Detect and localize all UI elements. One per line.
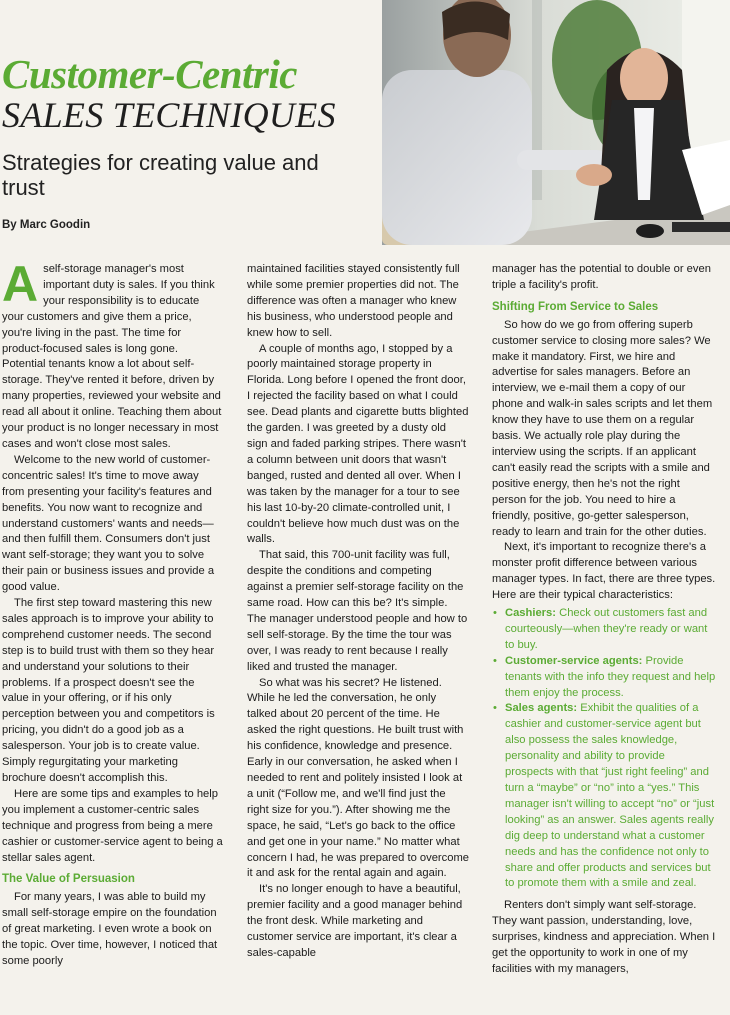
section-heading: The Value of Persuasion	[2, 873, 135, 886]
column-3	[492, 262, 716, 978]
paragraph: So how do we go from offering superb customer service to closing more sales? We make it mandatory. First, we hire and advertise for sales managers. Before an interview, we e-mail them a copy of our phone and walk-in sales scripts and let them know they have to use them on a regular basis. We actually role play during the interview using the scripts. If an applicant can't easily read the scripts with a smile and positive energy, then he's not the right person for the job. You need to hire a friendly, positive, go-getter salesperson, ready to learn and train for the other duties.	[492, 318, 713, 538]
section-heading: Shifting From Service to Sales	[492, 300, 659, 313]
paragraph: For many years, I was able to build my small self-storage empire on the foundation of great marketing. I even wrote a book on the topic. Over time, however, I noticed that some poorly	[2, 891, 218, 967]
list-item: • Sales agents: Exhibit the qualities of a cashier and customer-service agent but also possess the sales knowledge, personality and ability to provide prospects with that “just right feeling” and turn a “maybe” or “no” into a “yes.” This manager isn't willing to accept “no” or “just looking” as an answer. Sales agents really dig deep to understand what a customer needs and has the confidence not only to share and offer products and services but to promote them with a smile and zeal.	[492, 701, 716, 892]
paragraph: Aself-storage manager's most important duty is sales. If you think your responsibility is to educate your customers and give them a price, you're living in the past. The time for product-focused sales is long gone. Potential tenants know a lot about self-storage. They've rented it before, driven by many properties, reviewed your website and read all about it online. Teaching them about your product is no longer necessary in most cases and won't close most sales.	[2, 256, 222, 450]
paragraph: Next, it's important to recognize there's a monster profit difference between various manager types. In fact, there are three types. Here are their typical characteristics:	[492, 541, 716, 602]
column-1	[2, 256, 224, 970]
manager-types-list	[492, 606, 716, 892]
article-title-line1: Customer-Centric	[2, 51, 297, 97]
article-title-line2: SALES TECHNIQUES	[2, 95, 336, 135]
list-item: • Customer-service agents: Provide tenants with the info they request and help them enjoy the process.	[492, 654, 716, 702]
paragraph: manager has the potential to double or even triple a facility's profit.	[492, 263, 711, 291]
paragraph: A couple of months ago, I stopped by a poorly maintained storage property in Florida. Long before I opened the front door, I rejected the facility based on what I could see. Dead plants and cigarette butts blighted the garden. I was greeted by a dusty old sign and faded parking stripes. There wasn't a column between unit doors that wasn't banged, rusted and dented all over. When I was taken by the manager for a tour to see his last 10-by-20 climate-controlled unit, I couldn't believe how much dust was on the walls.	[247, 342, 469, 546]
list-item: • Cashiers: Check out customers fast and courteously—when they're ready or want to buy.	[492, 606, 716, 654]
drop-cap: A	[2, 256, 39, 312]
paragraph: It's no longer enough to have a beautiful, premier facility and a good manager behind the front desk. While marketing and customer service are important, it's clear a sales-capable	[247, 883, 463, 959]
paragraph: Welcome to the new world of customer-concentric sales! It's time to move away from presenting your facility's features and benefits. You now want to recognize and understand customers' wants and needs—and then fulfill them. Consumers don't just want self-storage; they want you to solve their pain or business issues and provide a good value.	[2, 453, 215, 594]
paragraph: Renters don't simply want self-storage. They want passion, understanding, love, surprises, kindness and appreciation. When I get the opportunity to work in one of my facilities with my managers,	[492, 899, 716, 975]
byline: By Marc Goodin	[2, 219, 91, 231]
column-2	[247, 262, 469, 962]
paragraph: Here are some tips and examples to help you implement a customer-centric sales technique and progress from being a mere cashier or customer-service agent to being a stellar sales agent.	[2, 787, 223, 864]
article-subtitle: Strategies for creating value and trust	[2, 150, 319, 200]
hero-photo	[382, 0, 730, 245]
paragraph: That said, this 700-unit facility was full, despite the conditions and competing against a premier self-storage facility on the same road. How can this be? It's simple. The manager understood people and how to sell self-storage. By the time the tour was over, I was ready to rent because I really liked and trusted the manager.	[247, 549, 468, 673]
paragraph: So what was his secret? He listened. While he led the conversation, he only talked about 20 percent of the time. He asked the right questions. He built trust with his confidence, knowledge and presence. Early in our conversation, he asked when I needed to rent and politely insisted I look at a unit (“Follow me, and we'll find just the right size for you.”). After showing me the space, he said, “Let's go back to the office and get one in your name.” No matter what concern I had, he was prepared to overcome it and ask for the rental again and again.	[247, 676, 470, 880]
paragraph: maintained facilities stayed consistently full while some premier properties did not. The difference was often a manager who knew his business, who understood people and knew how to sell.	[247, 263, 460, 339]
paragraph: The first step toward mastering this new sales approach is to improve your ability to comprehend customer needs. The second step is to build trust with them so they hear and understand your solutions to their problems. If a prospect doesn't see the value in your offering, or if his only perception between you and competitors is pricing, you didn't do a good job as a salesperson. Your job is to create value. Simply regurgitating your marketing brochure doesn't accomplish this.	[2, 597, 215, 784]
